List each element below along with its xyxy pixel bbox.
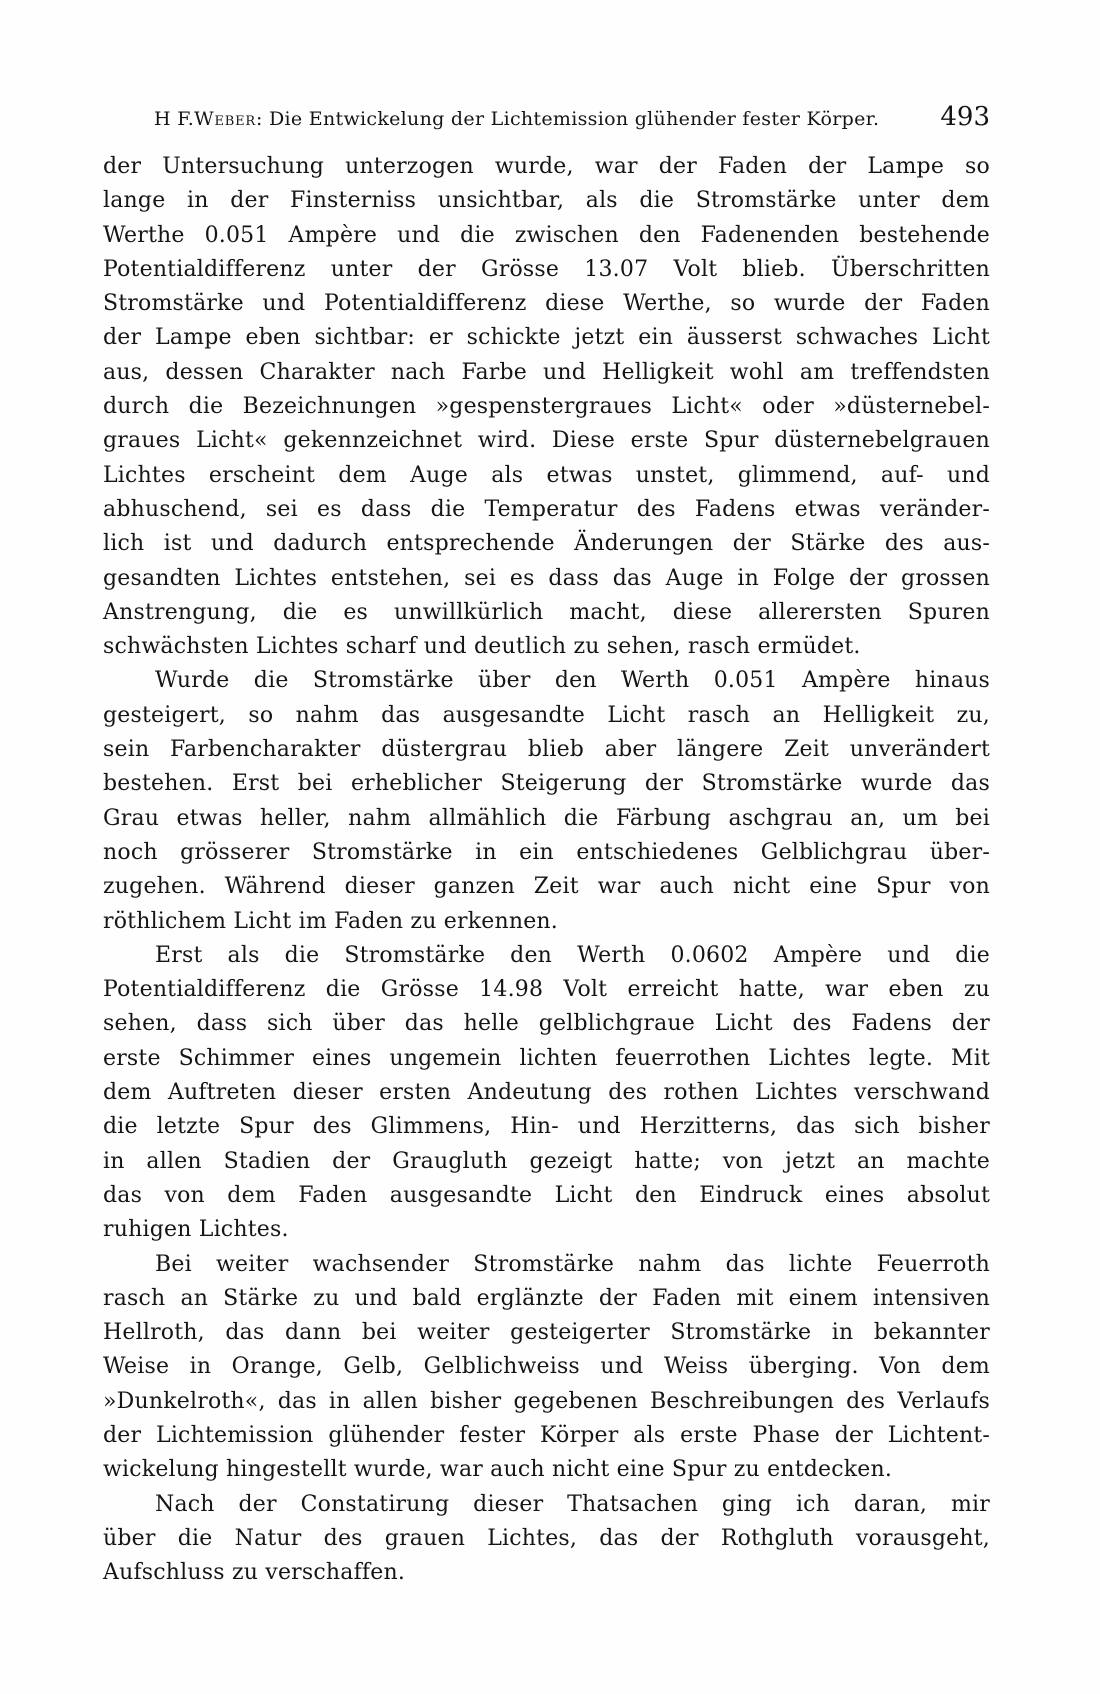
text-line: bestehen. Erst bei erheblicher Steigerung der Stromstärke wurde das [103,771,990,797]
text-line: Weise in Orange, Gelb, Gelblichweiss und Weiss überging. Von dem [103,1354,990,1380]
text-line: schwächsten Lichtes scharf und deutlich zu sehen, rasch ermüdet. [103,634,861,660]
paragraph [103,939,990,1248]
text-line: sehen, dass sich über das helle gelblichgraue Licht des Fadens der [103,1011,990,1037]
author-name: Weber [194,108,256,130]
text-line: über die Natur des grauen Lichtes, das der Rothgluth vorausgeht, [103,1525,990,1551]
text-line: graues Licht« gekennzeichnet wird. Diese erste Spur düsternebelgrauen [103,428,990,454]
text-line: das von dem Faden ausgesandte Licht den Eindruck eines absolut [103,1182,990,1208]
text-line: röthlichem Licht im Faden zu erkennen. [103,908,558,934]
text-line: Stromstärke und Potentialdifferenz diese Werthe, so wurde der Faden [103,291,990,317]
text-line: der Untersuchung unterzogen wurde, war der Faden der Lampe so [103,154,990,179]
text-line: aus, dessen Charakter nach Farbe und Helligkeit wohl am treffendsten [103,359,990,385]
text-line: der Lichtemission glühender fester Körper als erste Phase der Lichtent- [103,1422,990,1448]
text-line: die letzte Spur des Glimmens, Hin- und Herzitterns, das sich bisher [103,1114,990,1140]
text-line: erste Schimmer eines ungemein lichten feuerrothen Lichtes legte. Mit [103,1045,990,1071]
paragraph [103,1488,990,1591]
text-line: rasch an Stärke zu und bald erglänzte der Faden mit einem intensiven [103,1285,990,1311]
text-line: Hellroth, das dann bei weiter gesteigerter Stromstärke in bekannter [103,1320,990,1346]
paragraph [103,150,990,664]
text-line: gesandten Lichtes entstehen, sei es dass das Auge in Folge der grossen [103,565,990,591]
text-line: Nach der Constatirung dieser Thatsachen ging ich daran, mir [155,1491,990,1517]
text-line: Grau etwas heller, nahm allmählich die Färbung aschgrau an, um bei [103,805,990,831]
text-line: abhuschend, sei es dass die Temperatur des Fadens etwas veränder- [103,496,990,522]
text-line: durch die Bezeichnungen »gespenstergraues Licht« oder »düsternebel- [103,394,990,420]
text-line: Potentialdifferenz unter der Grösse 13.07 Volt blieb. Überschritten [103,256,990,282]
header-title [103,108,930,130]
text-line: noch grösserer Stromstärke in ein entschiedenes Gelblichgrau über- [103,839,990,865]
header-title-rest: : Die Entwickelung der Lichtemission glühender fester Körper. [255,108,880,130]
paragraph [103,1248,990,1488]
text-line: Potentialdifferenz die Grösse 14.98 Volt erreicht hatte, war eben zu [103,977,990,1003]
text-line: Lichtes erscheint dem Auge als etwas unstet, glimmend, auf- und [103,462,990,488]
text-line: Aufschluss zu verschaffen. [103,1560,406,1586]
author-prefix: H F. [154,108,195,130]
text-line: in allen Stadien der Graugluth gezeigt hatte; von jetzt an machte [103,1148,990,1174]
text-line: Wurde die Stromstärke über den Werth 0.051 Ampère hinaus [155,668,990,694]
text-line: sein Farbencharakter düstergrau blieb aber längere Zeit unverändert [103,737,990,763]
text-line: ruhigen Lichtes. [103,1217,289,1243]
text-line: lich ist und dadurch entsprechende Änderungen der Stärke des aus- [103,531,990,557]
text-line: Anstrengung, die es unwillkürlich macht, diese allerersten Spuren [103,599,990,625]
text-block [103,150,990,1590]
text-line: wickelung hingestellt wurde, war auch nicht eine Spur zu entdecken. [103,1457,893,1483]
paragraph [103,664,990,938]
running-header [103,102,990,132]
text-line: Werthe 0.051 Ampère und die zwischen den Fadenenden bestehende [103,222,990,248]
text-line: Erst als die Stromstärke den Werth 0.0602 Ampère und die [155,942,990,968]
text-line: dem Auftreten dieser ersten Andeutung des rothen Lichtes verschwand [103,1080,990,1106]
text-line: Bei weiter wachsender Stromstärke nahm das lichte Feuerroth [155,1251,990,1277]
text-line: gesteigert, so nahm das ausgesandte Licht rasch an Helligkeit zu, [103,702,990,728]
text-line: der Lampe eben sichtbar: er schickte jetzt ein äusserst schwaches Licht [103,325,990,351]
page-number: 493 [940,102,990,132]
text-line: »Dunkelroth«, das in allen bisher gegebenen Beschreibungen des Verlaufs [103,1388,990,1414]
text-line: lange in der Finsterniss unsichtbar, als die Stromstärke unter dem [103,188,990,214]
text-line: zugehen. Während dieser ganzen Zeit war auch nicht eine Spur von [103,874,990,900]
